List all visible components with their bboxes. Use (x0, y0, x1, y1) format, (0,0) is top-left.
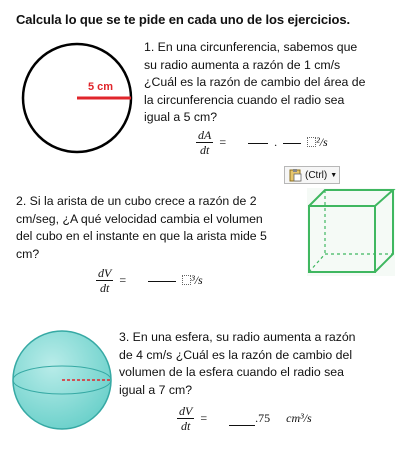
ex3-line: igual a 7 cm? (119, 382, 193, 397)
ex1-line: igual a 5 cm? (144, 110, 218, 124)
ex3-line: 3. En una esfera, su radio aumenta a razón (119, 330, 356, 344)
ex1-line: ¿Cuál es la razón de cambio del área de (144, 75, 366, 89)
exercise-2-text (16, 193, 302, 263)
ex2-line: cm/seg, ¿A qué velocidad cambia el volumen (16, 211, 263, 226)
exercise-3-formula: $\frac{dV}{dt}$ = .75 cm³/s (179, 404, 312, 433)
circle-figure (18, 40, 136, 156)
sphere-figure (10, 328, 114, 432)
chevron-down-icon: ▼ (330, 171, 338, 179)
derivative-fraction: $\frac{dV}{dt}$ (179, 404, 193, 433)
derivative-fraction: $\frac{dA}{dt}$ (198, 128, 212, 157)
exercise-3-text (119, 329, 389, 399)
exercise-1-text (144, 39, 388, 127)
derivative-fraction: $\frac{dV}{dt}$ (98, 266, 112, 295)
ex3-line: de 4 cm/s ¿Cuál es la razón de cambio del (119, 347, 353, 362)
answer-blank[interactable] (248, 142, 268, 144)
ctrl-label: (Ctrl) (305, 169, 328, 181)
answer-blank[interactable] (283, 142, 301, 144)
clipboard-icon (288, 168, 302, 182)
exercise-2-formula: $\frac{dV}{dt}$ = ³/s (98, 266, 203, 295)
ex1-line: 1. En una circunferencia, sabemos que (144, 40, 358, 54)
unit-label: ²/s (307, 135, 328, 150)
unit-label: cm³/s (286, 411, 312, 425)
ex2-line: 2. Si la arista de un cubo crece a razón de 2 (16, 194, 257, 208)
answer-blank[interactable] (148, 280, 176, 282)
ex2-line: del cubo en el instante en que la arista mide 5 (16, 229, 267, 243)
worksheet-title: Calcula lo que se te pide en cada uno de los ejercicios. (16, 12, 350, 27)
ex1-line: la circunferencia cuando el radio sea (144, 92, 345, 107)
ex1-line: su radio aumenta a razón de 1 cm/s (144, 57, 341, 72)
answer-field[interactable] (229, 411, 270, 426)
placeholder-box-icon (182, 275, 191, 285)
paste-options-button[interactable] (284, 166, 340, 184)
placeholder-box-icon (307, 137, 316, 147)
radius-label: 5 cm (88, 81, 114, 93)
answer-value: .75 (255, 411, 271, 425)
exercise-1-formula: $\frac{dA}{dt}$ = . ²/s (198, 128, 328, 157)
unit-label: ³/s (182, 273, 203, 288)
ex3-line: volumen de la esfera cuando el radio sea (119, 365, 344, 379)
cube-figure (305, 186, 397, 278)
ex2-line: cm? (16, 246, 40, 261)
answer-blank (229, 424, 255, 426)
